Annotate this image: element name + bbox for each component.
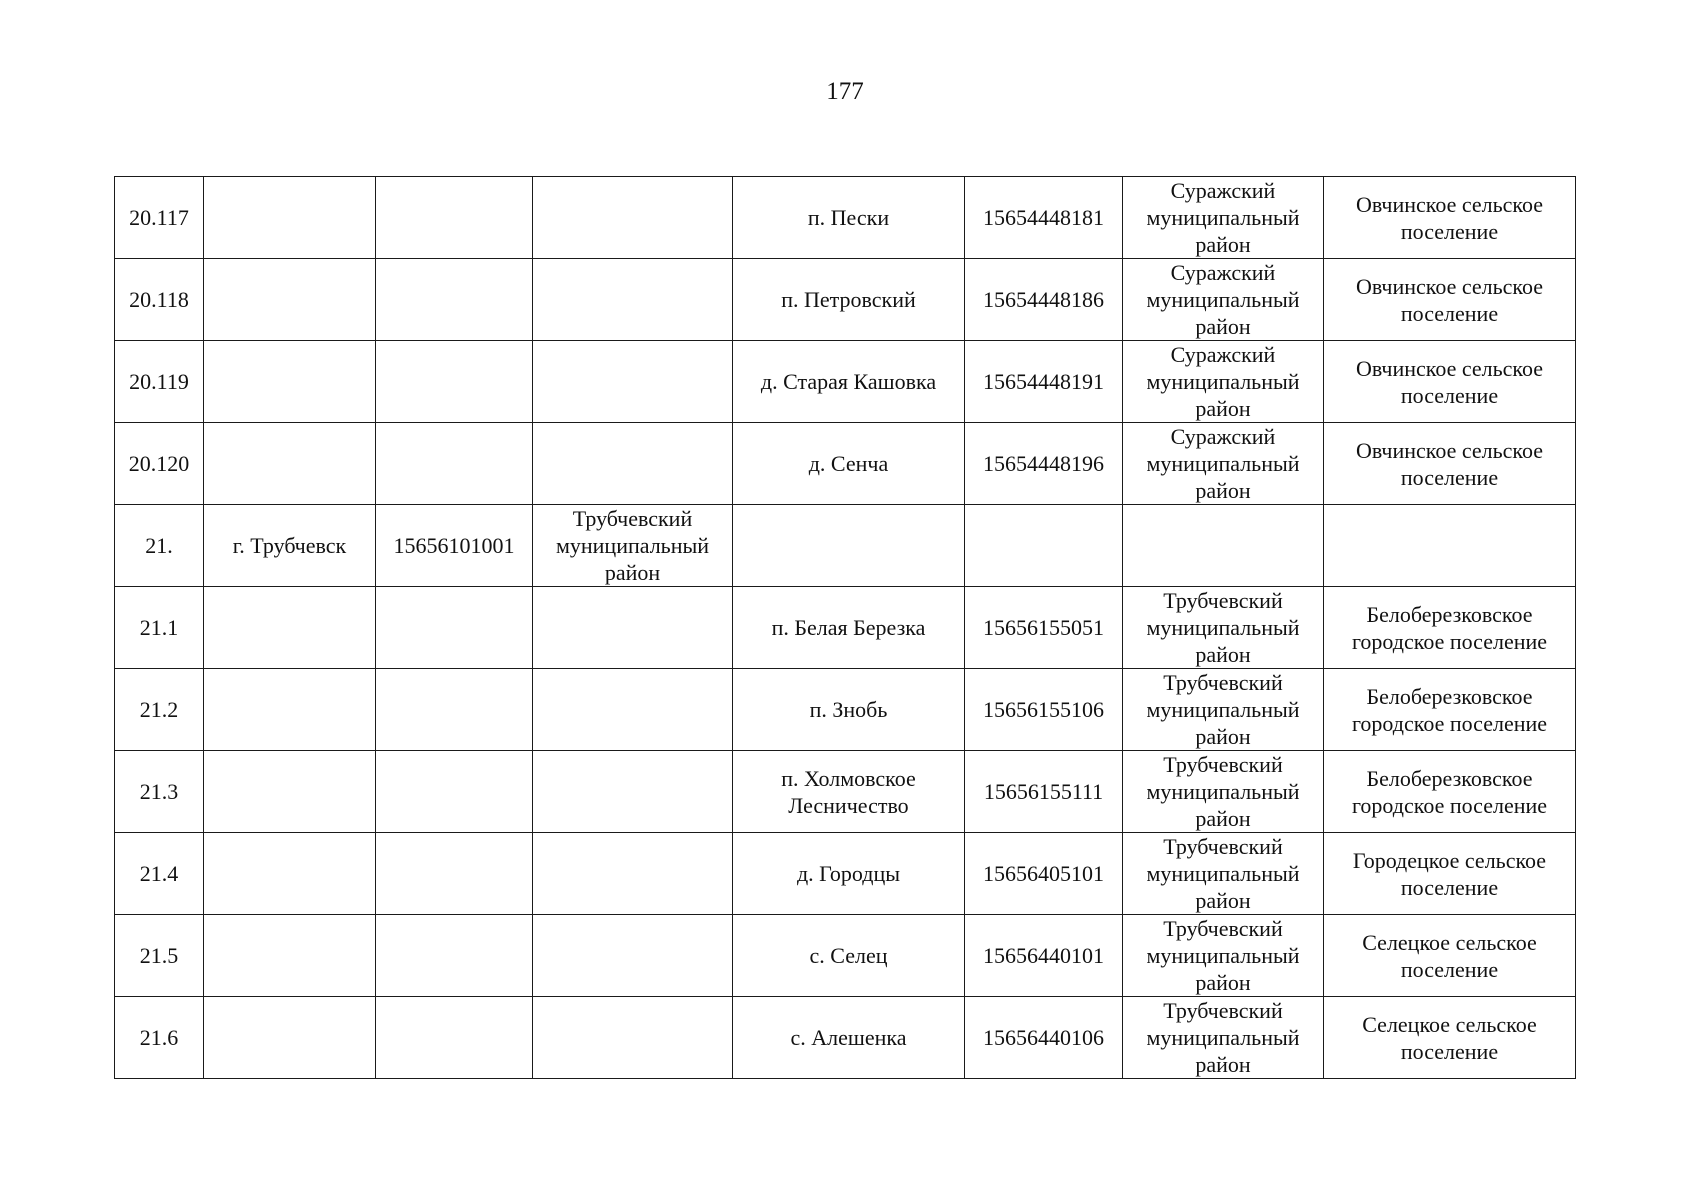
table-row xyxy=(115,997,1576,1079)
code-cell: 15654448191 xyxy=(965,341,1123,423)
city-code-cell xyxy=(376,997,533,1079)
district-cell: Суражский муниципальный район xyxy=(1123,341,1324,423)
city-code-cell xyxy=(376,423,533,505)
row-number-cell: 21.4 xyxy=(115,833,204,915)
city-district-cell xyxy=(533,587,733,669)
district-cell: Трубчевский муниципальный район xyxy=(1123,587,1324,669)
city-code-cell xyxy=(376,751,533,833)
city-cell xyxy=(204,997,376,1079)
settlement-cell xyxy=(733,505,965,587)
row-number-cell: 20.119 xyxy=(115,341,204,423)
settlement-cell: д. Сенча xyxy=(733,423,965,505)
city-code-cell xyxy=(376,669,533,751)
municipality-cell: Белоберезковское городское поселение xyxy=(1324,751,1576,833)
code-cell: 15656440101 xyxy=(965,915,1123,997)
city-cell xyxy=(204,587,376,669)
row-number-cell: 20.117 xyxy=(115,177,204,259)
city-cell xyxy=(204,259,376,341)
municipality-cell: Селецкое сельское поселение xyxy=(1324,997,1576,1079)
table-row xyxy=(115,751,1576,833)
code-cell: 15654448181 xyxy=(965,177,1123,259)
municipality-cell: Селецкое сельское поселение xyxy=(1324,915,1576,997)
municipality-cell: Городецкое сельское поселение xyxy=(1324,833,1576,915)
settlement-cell: с. Алешенка xyxy=(733,997,965,1079)
settlement-cell: с. Селец xyxy=(733,915,965,997)
city-code-cell xyxy=(376,341,533,423)
row-number-cell: 21.1 xyxy=(115,587,204,669)
registry-table xyxy=(114,176,1576,1079)
city-cell xyxy=(204,669,376,751)
code-cell: 15656440106 xyxy=(965,997,1123,1079)
district-cell: Суражский муниципальный район xyxy=(1123,177,1324,259)
municipality-cell: Овчинское сельское поселение xyxy=(1324,341,1576,423)
city-code-cell xyxy=(376,915,533,997)
row-number-cell: 21.3 xyxy=(115,751,204,833)
city-code-cell xyxy=(376,177,533,259)
city-code-cell: 15656101001 xyxy=(376,505,533,587)
city-district-cell xyxy=(533,423,733,505)
table-row xyxy=(115,669,1576,751)
city-cell xyxy=(204,177,376,259)
city-district-cell xyxy=(533,259,733,341)
row-number-cell: 20.120 xyxy=(115,423,204,505)
city-district-cell xyxy=(533,341,733,423)
page-number: 177 xyxy=(826,78,864,105)
table-row xyxy=(115,341,1576,423)
city-cell xyxy=(204,915,376,997)
city-code-cell xyxy=(376,833,533,915)
code-cell: 15654448196 xyxy=(965,423,1123,505)
district-cell: Суражский муниципальный район xyxy=(1123,423,1324,505)
district-cell: Трубчевский муниципальный район xyxy=(1123,915,1324,997)
municipality-cell: Овчинское сельское поселение xyxy=(1324,259,1576,341)
district-cell xyxy=(1123,505,1324,587)
city-cell xyxy=(204,833,376,915)
city-district-cell xyxy=(533,915,733,997)
municipality-cell: Овчинское сельское поселение xyxy=(1324,423,1576,505)
row-number-cell: 21.6 xyxy=(115,997,204,1079)
city-district-cell xyxy=(533,751,733,833)
district-cell: Трубчевский муниципальный район xyxy=(1123,751,1324,833)
table-row xyxy=(115,915,1576,997)
city-district-cell: Трубчевский муниципальный район xyxy=(533,505,733,587)
city-cell xyxy=(204,341,376,423)
row-number-cell: 20.118 xyxy=(115,259,204,341)
district-cell: Трубчевский муниципальный район xyxy=(1123,669,1324,751)
city-district-cell xyxy=(533,669,733,751)
table-row xyxy=(115,177,1576,259)
table-row xyxy=(115,505,1576,587)
city-cell xyxy=(204,423,376,505)
settlement-cell: д. Старая Кашовка xyxy=(733,341,965,423)
code-cell: 15656155111 xyxy=(965,751,1123,833)
district-cell: Суражский муниципальный район xyxy=(1123,259,1324,341)
city-code-cell xyxy=(376,259,533,341)
municipality-cell: Белоберезковское городское поселение xyxy=(1324,587,1576,669)
district-cell: Трубчевский муниципальный район xyxy=(1123,997,1324,1079)
row-number-cell: 21.5 xyxy=(115,915,204,997)
code-cell: 15656405101 xyxy=(965,833,1123,915)
table-row xyxy=(115,833,1576,915)
settlement-cell: п. Белая Березка xyxy=(733,587,965,669)
code-cell: 15654448186 xyxy=(965,259,1123,341)
settlement-cell: п. Пески xyxy=(733,177,965,259)
district-cell: Трубчевский муниципальный район xyxy=(1123,833,1324,915)
row-number-cell: 21.2 xyxy=(115,669,204,751)
settlement-cell: д. Городцы xyxy=(733,833,965,915)
code-cell: 15656155051 xyxy=(965,587,1123,669)
code-cell: 15656155106 xyxy=(965,669,1123,751)
city-cell: г. Трубчевск xyxy=(204,505,376,587)
table-row xyxy=(115,423,1576,505)
city-district-cell xyxy=(533,833,733,915)
municipality-cell xyxy=(1324,505,1576,587)
municipality-cell: Белоберезковское городское поселение xyxy=(1324,669,1576,751)
city-district-cell xyxy=(533,177,733,259)
municipality-cell: Овчинское сельское поселение xyxy=(1324,177,1576,259)
settlement-cell: п. Петровский xyxy=(733,259,965,341)
city-district-cell xyxy=(533,997,733,1079)
city-cell xyxy=(204,751,376,833)
code-cell xyxy=(965,505,1123,587)
table-row xyxy=(115,259,1576,341)
city-code-cell xyxy=(376,587,533,669)
settlement-cell: п. Холмовское Лесничество xyxy=(733,751,965,833)
row-number-cell: 21. xyxy=(115,505,204,587)
settlement-cell: п. Знобь xyxy=(733,669,965,751)
table-row xyxy=(115,587,1576,669)
